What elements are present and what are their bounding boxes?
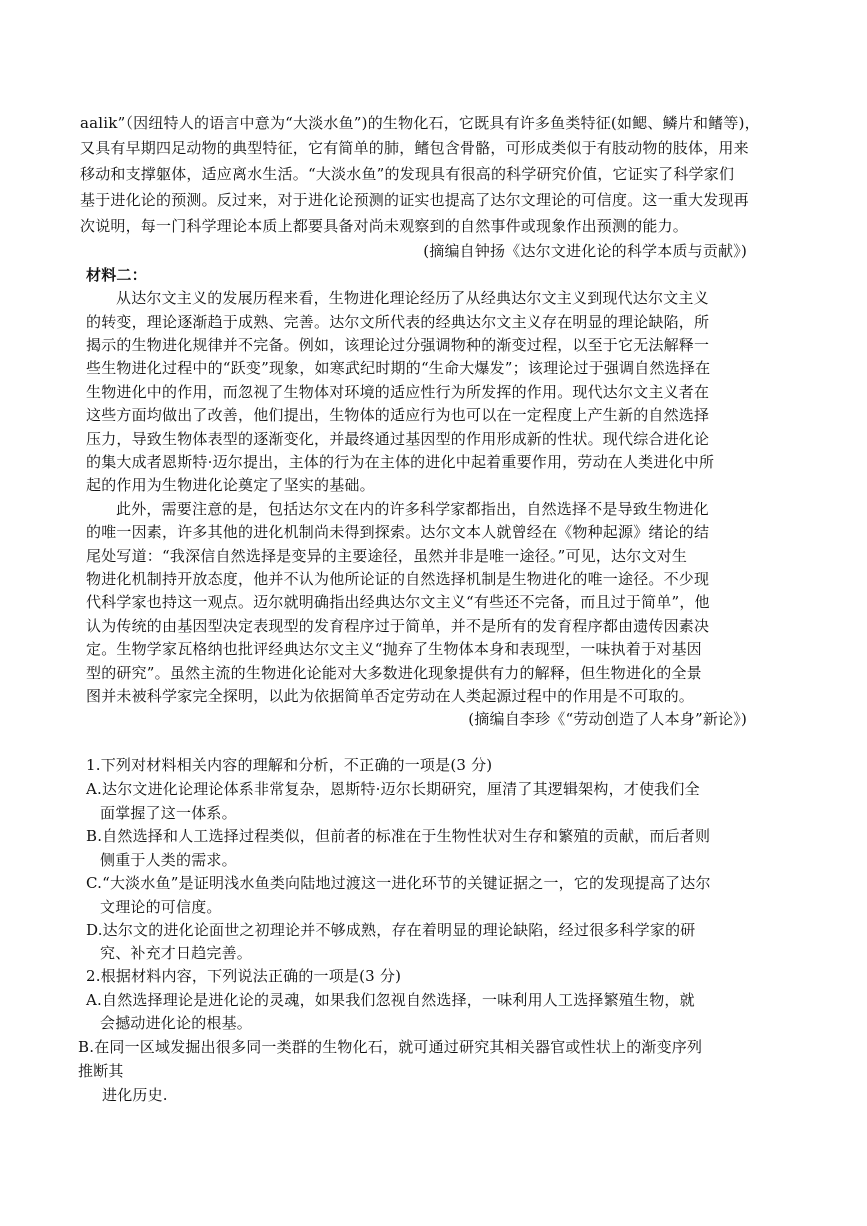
material2-line: 起的作用为生物进化论奠定了坚实的基础。 <box>86 476 375 494</box>
question-1-option-b: B.自然选择和人工选择过程类似，但前者的标准在于生物性状对生存和繁殖的贡献，而后者则 <box>86 827 711 845</box>
material2-line: 揭示的生物进化规律并不完备。例如，该理论过分强调物种的渐变过程，以至于它无法解释一 <box>86 336 710 354</box>
material2-line: 型的研究”。虽然主流的生物进化论能对大多数进化现象提供有力的解释，但生物进化的全景 <box>86 664 702 682</box>
material2-line: 从达尔文主义的发展历程来看，生物进化理论经历了从经典达尔文主义到现代达尔文主义 <box>116 289 709 307</box>
question-1-option-d-cont: 究、补充才日趋完善。 <box>100 944 253 962</box>
question-1-option-a: A.达尔文进化论理论体系非常复杂，恩斯特·迈尔长期研究，厘清了其逻辑架构，才使我们全 <box>86 780 700 798</box>
intro-line: 又具有早期四足动物的典型特征，它有简单的肺，鳍包含骨骼，可形成类似于有肢动物的肢体，用来 <box>80 139 749 157</box>
material2-line: 压力，导致生物体表型的逐渐变化，并最终通过基因型的作用形成新的性状。现代综合进化论 <box>86 430 710 448</box>
material2-line: 的转变，理论逐渐趋于成熟、完善。达尔文所代表的经典达尔文主义存在明显的理论缺陷，所 <box>86 313 710 331</box>
question-2-option-b-cont: 推断其 <box>78 1062 124 1080</box>
material2-line: 物进化机制持开放态度，他并不认为他所论证的自然选择机制是生物进化的唯一途径。不少现 <box>86 570 710 588</box>
material2-line: 些生物进化过程中的“跃变”现象，如寒武纪时期的“生命大爆发”；该理论过于强调自然选择在 <box>86 359 711 377</box>
question-1-stem: 1.下列对材料相关内容的理解和分析，不正确的一项是(3 分) <box>86 756 493 774</box>
material2-line: 这些方面均做出了改善，他们提出，生物体的适应行为也可以在一定程度上产生新的自然选择 <box>86 406 710 424</box>
question-2-option-b-cont2: 进化历史. <box>102 1086 168 1104</box>
question-1-option-c-cont: 文理论的可信度。 <box>100 898 222 916</box>
material2-line: 代科学家也持这一观点。迈尔就明确指出经典达尔文主义“有些还不完备，而且过于简单”，他 <box>86 593 710 611</box>
question-2-option-a: A.自然选择理论是进化论的灵魂，如果我们忽视自然选择，一味利用人工选择繁殖生物，就 <box>86 991 695 1009</box>
material2-line: 此外，需要注意的是，包括达尔文在内的许多科学家都指出，自然选择不是导致生物进化 <box>116 500 709 518</box>
material2-line: 图并未被科学家完全探明，以此为依据简单否定劳动在人类起源过程中的作用是不可取的。 <box>86 687 695 705</box>
source-citation-2: (摘编自李珍《“劳动创造了人本身”新论》) <box>468 710 747 728</box>
question-1-option-b-cont: 侧重于人类的需求。 <box>100 851 237 869</box>
question-2-option-a-cont: 会撼动进化论的根基。 <box>100 1014 253 1032</box>
question-2-stem: 2.根据材料内容，下列说法正确的一项是(3 分) <box>86 967 402 985</box>
question-1-option-c: C.“大淡水鱼”是证明浅水鱼类向陆地过渡这一进化环节的关键证据之一，它的发现提高了达尔 <box>86 874 711 892</box>
material2-line: 认为传统的由基因型决定表现型的发育程序过于简单，并不是所有的发育程序都由遗传因素决 <box>86 617 710 635</box>
intro-line: aalik”（因纽特人的语言中意为“大淡水鱼”)的生物化石，它既具有许多鱼类特征(如鳃、鳞片和鳍等)， <box>80 114 760 132</box>
question-1-option-d: D.达尔文的进化论面世之初理论并不够成熟，存在着明显的理论缺陷，经过很多科学家的研 <box>86 921 696 939</box>
material2-line: 的集大成者恩斯特·迈尔提出，主体的行为在主体的进化中起着重要作用，劳动在人类进化中所 <box>86 453 715 471</box>
source-citation-1: (摘编自钟扬《达尔文进化论的科学本质与贡献》) <box>423 242 747 260</box>
intro-line: 次说明，每一门科学理论本质上都要具备对尚未观察到的自然事件或现象作出预测的能力。 <box>80 217 689 235</box>
material2-line: 生物进化中的作用，而忽视了生物体对环境的适应性行为所发挥的作用。现代达尔文主义者在 <box>86 383 710 401</box>
material2-line: 定。生物学家瓦格纳也批评经典达尔文主义“抛弃了生物体本身和表现型，一味执着于对基因 <box>86 640 702 658</box>
material2-heading: 材料二： <box>86 266 147 284</box>
question-2-option-b: B.在同一区域发掘出很多同一类群的生物化石，就可通过研究其相关器官或性状上的渐变序列 <box>78 1038 703 1056</box>
intro-line: 基于进化论的预测。反过来，对于进化论预测的证实也提高了达尔文理论的可信度。这一重大发现再 <box>80 191 749 209</box>
intro-line: 移动和支撑躯体，适应离水生活。“大淡水鱼”的发现具有很高的科学研究价值，它证实了科学家们 <box>80 165 735 183</box>
question-1-option-a-cont: 面掌握了这一体系。 <box>100 804 237 822</box>
material2-line: 的唯一因素，许多其他的进化机制尚未得到探索。达尔文本人就曾经在《物种起源》绪论的结 <box>86 523 710 541</box>
material2-line: 尾处写道：“我深信自然选择是变异的主要途径，虽然并非是唯一途径。”可见，达尔文对生 <box>86 547 688 565</box>
